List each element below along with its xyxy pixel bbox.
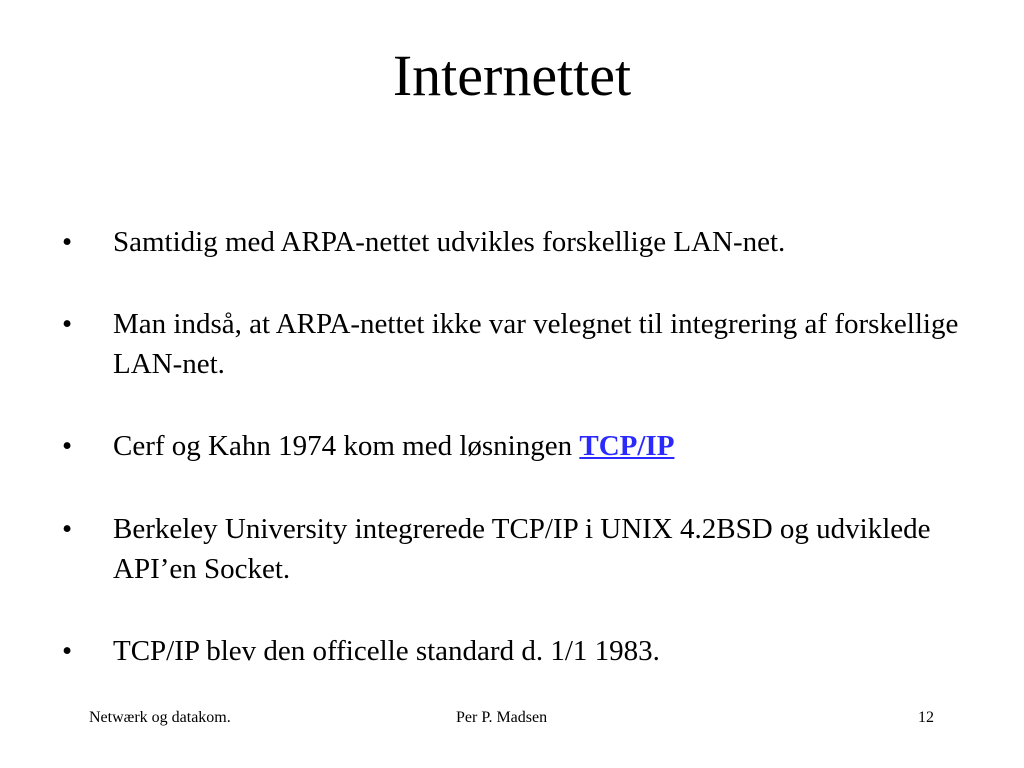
tcp-ip-link[interactable]: TCP/IP [579,430,675,462]
bullet-icon: • [62,226,73,258]
bullet-text: Cerf og Kahn 1974 kom med løsningen [113,430,580,462]
bullet-item [62,631,972,671]
bullet-icon: • [62,635,73,667]
bullet-text: Samtidig med ARPA-nettet udvikles forskellige LAN-net. [113,226,786,258]
bullet-item [62,222,972,262]
footer-author: Per P. Madsen [456,709,548,726]
footer-course: Netwærk og datakom. [89,709,231,726]
bullet-text: Berkeley University integrerede TCP/IP i UNIX 4.2BSD og udviklede API’en Socket. [113,513,931,585]
bullet-text-container [113,426,972,466]
slide-title: Internettet [392,43,632,108]
bullet-item [62,426,972,466]
bullet-text: Man indså, at ARPA-nettet ikke var velegnet til integrering af forskellige LAN-net. [113,308,959,380]
bullet-icon: • [62,430,73,462]
bullet-text: TCP/IP blev den officelle standard d. 1/1 1983. [113,635,660,667]
bullet-item [62,509,972,589]
footer-page-number: 12 [918,709,934,726]
bullet-item [62,304,972,384]
bullet-icon: • [62,513,73,545]
bullet-icon: • [62,308,73,340]
